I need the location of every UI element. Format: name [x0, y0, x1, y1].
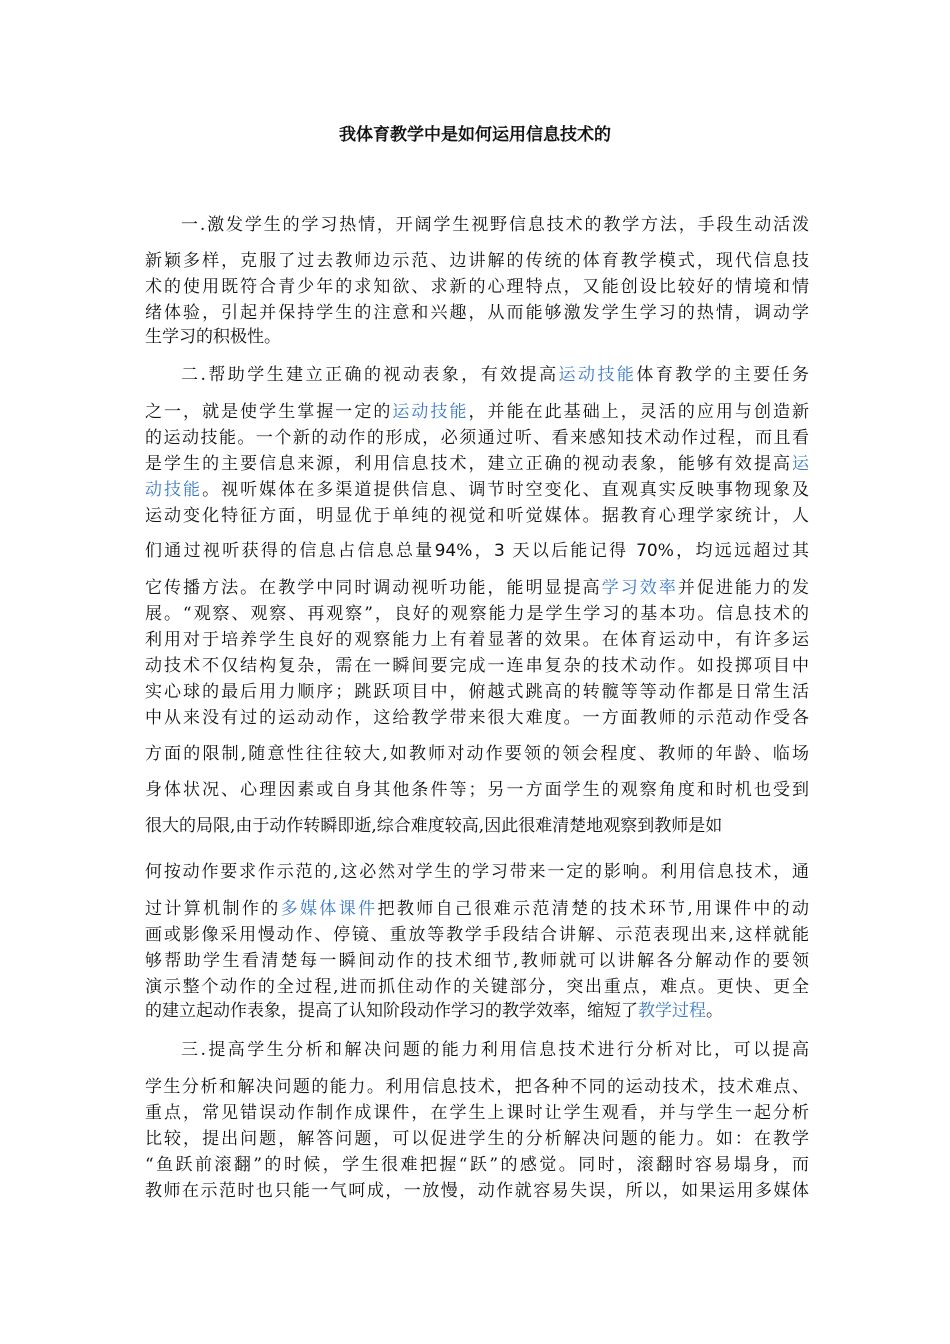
text-line: [145, 453, 809, 475]
text-span: 重点，常见错误动作制作成课件，在学生上课时让学生观看，并与学生一起分析: [145, 1103, 809, 1123]
text-span: 利用对于培养学生良好的观察能力上有着显著的效果。在体育运动中，有许多运: [145, 630, 809, 650]
text-span: 生学习的积极性。: [145, 327, 281, 347]
text-span: 展。“观察、观察、再观察”，良好的观察能力是学生学习的基本功。信息技术的: [145, 604, 809, 624]
text-span: ，并能在此基础上，灵活的应用与创造新: [468, 402, 809, 422]
text-line: [145, 326, 809, 348]
text-line: [145, 1000, 809, 1022]
text-span: 二.帮助学生建立正确的视动表象，有效提高: [181, 365, 559, 385]
text-line: [145, 707, 809, 729]
term-link[interactable]: 运动技能: [558, 365, 637, 385]
document-title: 我体育教学中是如何运用信息技术的: [339, 125, 611, 145]
text-span: 体育教学的主要任务: [636, 365, 809, 385]
text-line: [145, 655, 809, 677]
term-link[interactable]: 动技能: [145, 480, 203, 500]
text-line: [145, 681, 809, 703]
number-text: 70: [636, 541, 658, 561]
text-span: 实心球的最后用力顺序；跳跃项目中，俯越式跳高的转髋等等动作都是日常生活: [145, 682, 809, 702]
text-span: 运动变化特征方面，明显优于单纯的视觉和听觉媒体。据教育心理学家统计，人: [145, 506, 809, 526]
text-line: [181, 364, 809, 386]
text-span: 们通过视听获得的信息占信息总量: [145, 541, 435, 561]
text-span: 并促进能力的发: [677, 578, 809, 598]
text-span: 术的使用既符合青少年的求知欲、求新的心理特点，又能创设比较好的情境和情: [145, 277, 809, 297]
text-span: 一.激发学生的学习热情，开阔学生视野信息技术的教学方法，手段生动活泼: [181, 215, 809, 235]
number-text: 94: [434, 541, 457, 561]
text-span: 。视听媒体在多渠道提供信息、调节时空变化、直观真实反映事物现象及: [202, 480, 809, 500]
text-line: [145, 540, 809, 562]
text-line: [145, 779, 809, 801]
text-span: 是学生的主要信息来源，利用信息技术，建立正确的视动表象，能够有效提高: [145, 454, 792, 474]
term-link[interactable]: 学习效率: [601, 578, 678, 598]
text-line: [145, 401, 809, 423]
text-span: 方面的限制,随意性往往较大,如教师对动作要领的领会程度、教师的年龄、临场: [145, 744, 809, 764]
text-line: [145, 629, 809, 651]
text-line: [145, 479, 809, 501]
text-span: 何按动作要求作示范的,这必然对学生的学习带来一定的影响。利用信息技术，通: [145, 862, 809, 882]
text-span: 三.提高学生分析和解决问题的能力利用信息技术进行分析对比，可以提高: [181, 1040, 809, 1060]
text-line: [145, 1076, 809, 1098]
text-line: [145, 1180, 809, 1202]
text-span: %，均远远超过其: [657, 541, 809, 561]
text-span: 的运动技能。一个新的动作的形成，必须通过听、看来感知技术动作过程，而且看: [145, 428, 809, 448]
text-span: 够帮助学生看清楚每一瞬间动作的技术细节,教师就可以讲解各分解动作的要领: [145, 951, 809, 971]
text-line: [145, 505, 809, 527]
term-link[interactable]: 运: [792, 454, 809, 474]
text-span: 画或影像采用慢动作、停镜、重放等教学手段结合讲解、示范表现出来,这样就能: [145, 925, 809, 945]
text-span: 天以后能记得: [504, 541, 637, 561]
text-line: [145, 924, 809, 946]
text-line: [181, 214, 809, 236]
text-line: [145, 302, 809, 324]
number-text: 3: [493, 541, 505, 561]
text-span: 绪体验，引起并保持学生的注意和兴趣，从而能够激发学生学习的热情，调动学: [145, 303, 809, 323]
text-span: 比较，提出问题，解答问题，可以促进学生的分析解决问题的能力。如：在教学: [145, 1129, 809, 1149]
text-line: [145, 1102, 809, 1124]
text-line: [145, 898, 809, 920]
text-span: 之一，就是使学生掌握一定的: [145, 402, 393, 422]
text-line: [145, 276, 809, 298]
text-span: 学生分析和解决问题的能力。利用信息技术，把各种不同的运动技术，技术难点、: [145, 1077, 809, 1097]
text-line: [145, 950, 809, 972]
text-span: 过计算机制作的: [145, 899, 281, 919]
text-span: 中从来没有过的运动动作，这给教学带来很大难度。一方面教师的示范动作受各: [145, 708, 809, 728]
text-span: 新颖多样，克服了过去教师边示范、边讲解的传统的体育教学模式，现代信息技: [145, 251, 809, 271]
text-line: [145, 976, 809, 998]
text-span: 教师在示范时也只能一气呵成，一放慢，动作就容易失误，所以，如果运用多媒体: [145, 1181, 809, 1201]
term-link[interactable]: 运动技能: [392, 402, 469, 422]
text-span: 把教师自己很难示范清楚的技术环节,用课件中的动: [377, 899, 809, 919]
text-span: 演示整个动作的全过程,进而抓住动作的关键部分，突出重点，难点。更快、更全: [145, 977, 809, 997]
term-link[interactable]: 教学过程: [638, 1001, 706, 1021]
text-span: 它传播方法。在教学中同时调动视听功能，能明显提高: [145, 578, 602, 598]
text-span: %，: [456, 541, 494, 561]
text-line: [145, 815, 809, 837]
text-line: [145, 250, 809, 272]
text-span: “鱼跃前滚翻”的时候，学生很难把握“跃”的感觉。同时，滚翻时容易塌身，而: [145, 1155, 809, 1175]
text-line: [181, 1039, 809, 1061]
text-span: 身体状况、心理因素或自身其他条件等；另一方面学生的观察角度和时机也受到: [145, 780, 809, 800]
text-span: 动技术不仅结构复杂，需在一瞬间要完成一连串复杂的技术动作。如投掷项目中: [145, 656, 809, 676]
term-link[interactable]: 多媒体课件: [280, 899, 378, 919]
text-line: [145, 861, 809, 883]
text-line: [145, 577, 809, 599]
text-line: [145, 1128, 809, 1150]
text-line: [145, 603, 809, 625]
text-line: [145, 1154, 809, 1176]
text-line: [145, 743, 809, 765]
text-span: 很大的局限,由于动作转瞬即逝,综合难度较高,因此很难清楚地观察到教师是如: [145, 816, 723, 836]
text-span: 的建立起动作表象，提高了认知阶段动作学习的教学效率，缩短了: [145, 1001, 638, 1021]
text-span: 。: [706, 1001, 723, 1021]
text-line: [145, 427, 809, 449]
